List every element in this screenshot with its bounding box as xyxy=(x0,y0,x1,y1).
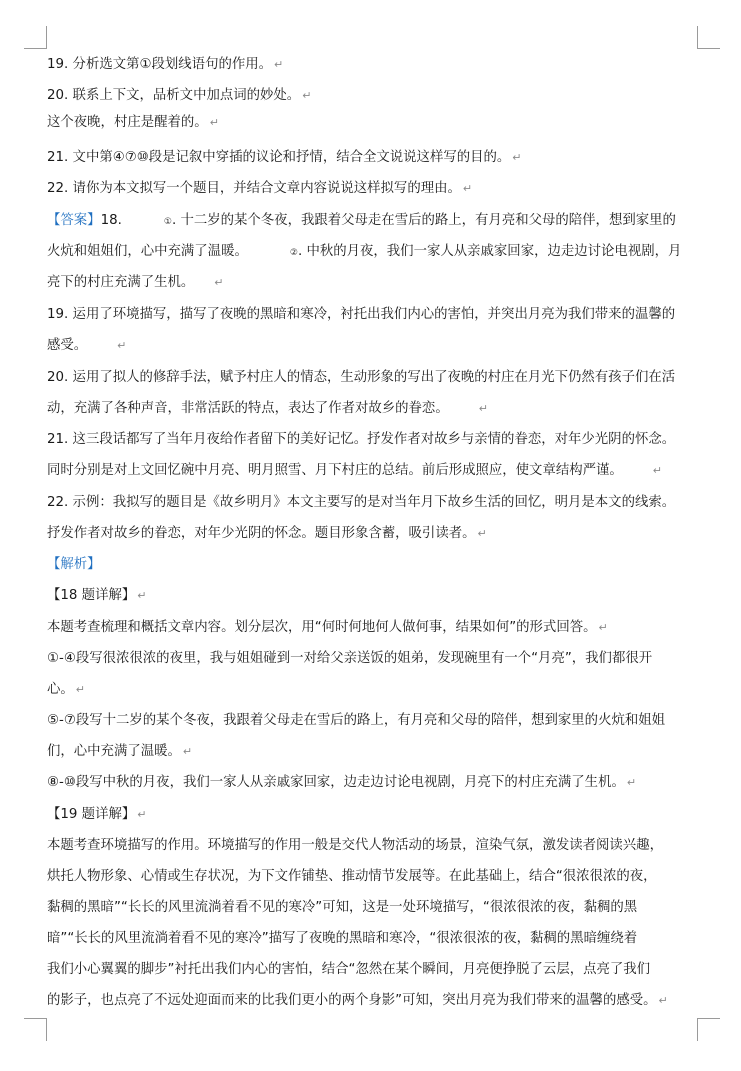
detail-19-line-3: 黏稠的黑暗”“长长的风里流淌着看不见的寒冷”可知，这是一处环境描写，“很浓很浓的夜，黏稠的黑 xyxy=(47,900,638,915)
answer-18-line-2: 火炕和姐姐们，心中充满了温暖。 ②. 中秋的月夜，我们一家人从亲戚家回家，边走边讨论电视剧，月 xyxy=(47,244,682,259)
answer-19-line-2: 感受。 ↵ xyxy=(47,338,127,353)
question-20-quote: 这个夜晚，村庄是醒着的。 ↵ xyxy=(47,115,219,130)
corner-mark-top-right xyxy=(697,26,720,49)
question-19: 19. 分析选文第①段划线语句的作用。 ↵ xyxy=(47,57,284,72)
detail-18-part-2: ⑤-⑦段写十二岁的某个冬夜，我跟着父母走在雪后的路上，有月亮和父母的陪伴，想到家里的火炕和姐姐 xyxy=(47,713,666,728)
corner-mark-bottom-left xyxy=(24,1018,47,1041)
detail-18-part-1-end: 心。 ↵ xyxy=(47,682,85,697)
detail-18-heading: 【18 题详解】 ↵ xyxy=(47,588,147,603)
answer-21-line-2: 同时分别是对上文回忆碗中月亮、明月照雪、月下村庄的总结。前后形成照应，使文章结构严谨。 ↵ xyxy=(47,463,663,478)
detail-18-part-1: ①-④段写很浓很浓的夜里，我与姐姐碰到一对给父亲送饭的姐弟，发现碗里有一个“月亮”，我们都很开 xyxy=(47,651,653,666)
detail-19-line-6: 的影子，也点亮了不远处迎面而来的比我们更小的两个身影”可知，突出月亮为我们带来的温馨的感受。 ↵ xyxy=(47,993,668,1008)
detail-19-heading: 【19 题详解】 ↵ xyxy=(47,807,147,822)
answer-22-line-1: 22. 示例：我拟写的题目是《故乡明月》本文主要写的是对当年月下故乡生活的回忆，明月是本文的线索。 xyxy=(47,495,676,510)
detail-19-line-5: 我们小心翼翼的脚步”衬托出我们内心的害怕，结合“忽然在某个瞬间，月亮便挣脱了云层，点亮了我们 xyxy=(47,962,651,977)
answer-19-line-1: 19. 运用了环境描写，描写了夜晚的黑暗和寒冷，衬托出我们内心的害怕，并突出月亮为我们带来的温馨的 xyxy=(47,307,676,322)
detail-19-line-2: 烘托人物形象、心情或生存状况，为下文作铺垫、推动情节发展等。在此基础上，结合“很浓很浓的夜， xyxy=(47,869,657,884)
detail-18-intro: 本题考查梳理和概括文章内容。划分层次，用“何时何地何人做何事，结果如何”的形式回答。 ↵ xyxy=(47,620,608,635)
answer-21-line-1: 21. 这三段话都写了当年月夜给作者留下的美好记忆。抒发作者对故乡与亲情的眷恋，对年少光阴的怀念。 xyxy=(47,432,676,447)
detail-19-line-4: 暗”“长长的风里流淌着看不见的寒冷”描写了夜晚的黑暗和寒冷，“很浓很浓的夜，黏稠的黑暗缠绕着 xyxy=(47,931,638,946)
answer-tag: 【答案】 xyxy=(47,213,101,228)
answer-20-line-1: 20. 运用了拟人的修辞手法，赋予村庄人的情态，生动形象的写出了夜晚的村庄在月光下仍然有孩子们在活 xyxy=(47,370,676,385)
detail-18-part-2-end: 们，心中充满了温暖。 ↵ xyxy=(47,744,193,759)
answer-20-line-2: 动，充满了各种声音，非常活跃的特点，表达了作者对故乡的眷恋。 ↵ xyxy=(47,401,488,416)
question-22: 22. 请你为本文拟写一个题目，并结合文章内容说说这样拟写的理由。 ↵ xyxy=(47,181,473,196)
detail-18-part-3: ⑧-⑩段写中秋的月夜，我们一家人从亲戚家回家，边走边讨论电视剧，月亮下的村庄充满了生机。 ↵ xyxy=(47,775,637,790)
answer-22-line-2: 抒发作者对故乡的眷恋，对年少光阴的怀念。题目形象含蓄，吸引读者。 ↵ xyxy=(47,526,487,541)
answer-18-line-3: 亮下的村庄充满了生机。 ↵ xyxy=(47,275,224,290)
question-20: 20. 联系上下文，品析文中加点词的妙处。 ↵ xyxy=(47,88,312,103)
corner-mark-top-left xyxy=(24,26,47,49)
corner-mark-bottom-right xyxy=(697,1018,720,1041)
answer-18-line-1: 【答案】18. ①. 十二岁的某个冬夜，我跟着父母走在雪后的路上，有月亮和父母的陪伴，想到家里的 xyxy=(47,213,676,228)
detail-19-line-1: 本题考查环境描写的作用。环境描写的作用一般是交代人物活动的场景，渲染气氛，激发读者阅读兴趣， xyxy=(47,838,663,853)
analysis-tag: 【解析】 xyxy=(47,557,101,572)
question-21: 21. 文中第④⑦⑩段是记叙中穿插的议论和抒情，结合全文说说这样写的目的。 ↵ xyxy=(47,150,522,165)
